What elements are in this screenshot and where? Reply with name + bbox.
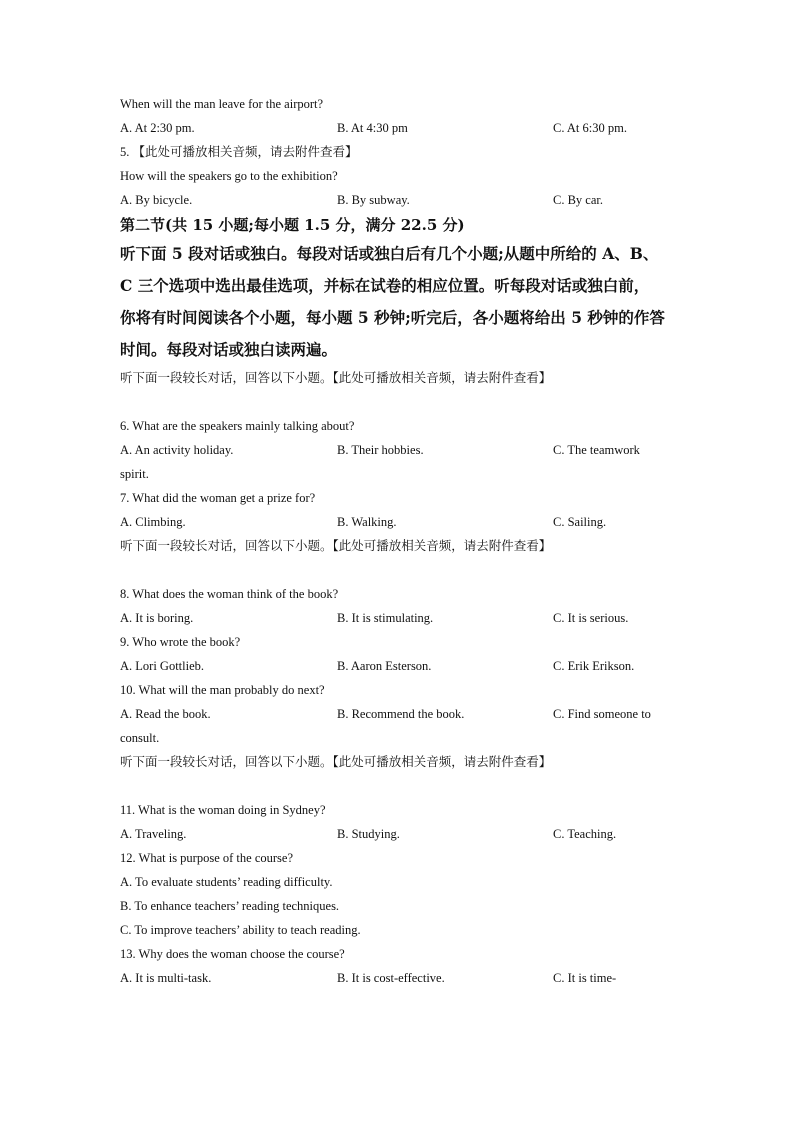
question-10: 10. What will the man probably do next? bbox=[120, 683, 325, 697]
options-4 bbox=[120, 116, 680, 140]
option-9b: B. Aaron Esterson. bbox=[337, 659, 432, 673]
option-12b: B. To enhance teachers’ reading techniques. bbox=[120, 899, 340, 913]
option-10b: B. Recommend the book. bbox=[337, 707, 465, 721]
option-10c-continued: consult. bbox=[120, 731, 160, 745]
section-instruction-1: 听下面 5 段对话或独白。每段对话或独白后有几个小题;从题中所给的 A、B、 bbox=[120, 244, 659, 263]
options-11 bbox=[120, 822, 680, 846]
option-8a: A. It is boring. bbox=[120, 611, 194, 625]
options-10 bbox=[120, 702, 680, 726]
option-7a: A. Climbing. bbox=[120, 515, 186, 529]
option-6b: B. Their hobbies. bbox=[337, 443, 424, 457]
options-13 bbox=[120, 966, 680, 990]
listen-prompt: 听下面一段较长对话，回答以下小题。【此处可播放相关音频，请去附件查看】 bbox=[120, 538, 552, 553]
audio-note: 【此处可播放相关音频，请去附件查看】 bbox=[132, 144, 358, 159]
question-8: 8. What does the woman think of the book? bbox=[120, 587, 339, 601]
question-12: 12. What is purpose of the course? bbox=[120, 851, 293, 865]
option-6c: C. The teamwork bbox=[553, 443, 640, 457]
option-10a: A. Read the book. bbox=[120, 707, 211, 721]
option-10c: C. Find someone to bbox=[553, 707, 651, 721]
option-5c: C. By car. bbox=[553, 193, 603, 207]
listen-prompt: 听下面一段较长对话，回答以下小题。【此处可播放相关音频，请去附件查看】 bbox=[120, 754, 552, 769]
options-7 bbox=[120, 510, 680, 534]
question-13: 13. Why does the woman choose the course? bbox=[120, 947, 345, 961]
option-4b: B. At 4:30 pm bbox=[337, 121, 408, 135]
listen-prompt: 听下面一段较长对话，回答以下小题。【此处可播放相关音频，请去附件查看】 bbox=[120, 370, 552, 385]
option-9a: A. Lori Gottlieb. bbox=[120, 659, 205, 673]
section-heading: 第二节(共 15 小题;每小题 1.5 分，满分 22.5 分) bbox=[120, 216, 465, 234]
option-8b: B. It is stimulating. bbox=[337, 611, 434, 625]
option-6c-continued: spirit. bbox=[120, 467, 149, 481]
question-9: 9. Who wrote the book? bbox=[120, 635, 241, 649]
option-7b: B. Walking. bbox=[337, 515, 397, 529]
question-5-number: 5. bbox=[120, 145, 130, 159]
option-7c: C. Sailing. bbox=[553, 515, 607, 529]
section-instruction-3: 你将有时间阅读各个小题，每小题 5 秒钟;听完后，各小题将给出 5 秒钟的作答 bbox=[120, 308, 665, 327]
question-4: When will the man leave for the airport? bbox=[120, 97, 324, 111]
section-instruction-2: C 三个选项中选出最佳选项，并标在试卷的相应位置。听每段对话或独白前， bbox=[120, 276, 650, 295]
question-5-header bbox=[120, 140, 680, 164]
option-12a: A. To evaluate students’ reading difficulty. bbox=[120, 875, 333, 889]
options-5 bbox=[120, 188, 680, 212]
option-9c: C. Erik Erikson. bbox=[553, 659, 635, 673]
option-11b: B. Studying. bbox=[337, 827, 400, 841]
option-12c: C. To improve teachers’ ability to teach reading. bbox=[120, 923, 361, 937]
option-5b: B. By subway. bbox=[337, 193, 410, 207]
option-5a: A. By bicycle. bbox=[120, 193, 193, 207]
option-11c: C. Teaching. bbox=[553, 827, 617, 841]
question-5: How will the speakers go to the exhibition? bbox=[120, 169, 338, 183]
option-13c: C. It is time- bbox=[553, 971, 617, 985]
option-11a: A. Traveling. bbox=[120, 827, 187, 841]
options-6 bbox=[120, 438, 680, 462]
option-4c: C. At 6:30 pm. bbox=[553, 121, 627, 135]
options-8 bbox=[120, 606, 680, 630]
question-7: 7. What did the woman get a prize for? bbox=[120, 491, 316, 505]
exam-page bbox=[120, 92, 680, 990]
question-11: 11. What is the woman doing in Sydney? bbox=[120, 803, 326, 817]
option-6a: A. An activity holiday. bbox=[120, 443, 234, 457]
question-6: 6. What are the speakers mainly talking about? bbox=[120, 419, 355, 433]
option-4a: A. At 2:30 pm. bbox=[120, 121, 195, 135]
option-13a: A. It is multi-task. bbox=[120, 971, 212, 985]
section-instruction-4: 时间。每段对话或独白读两遍。 bbox=[120, 340, 338, 359]
option-13b: B. It is cost-effective. bbox=[337, 971, 445, 985]
options-9 bbox=[120, 654, 680, 678]
option-8c: C. It is serious. bbox=[553, 611, 629, 625]
